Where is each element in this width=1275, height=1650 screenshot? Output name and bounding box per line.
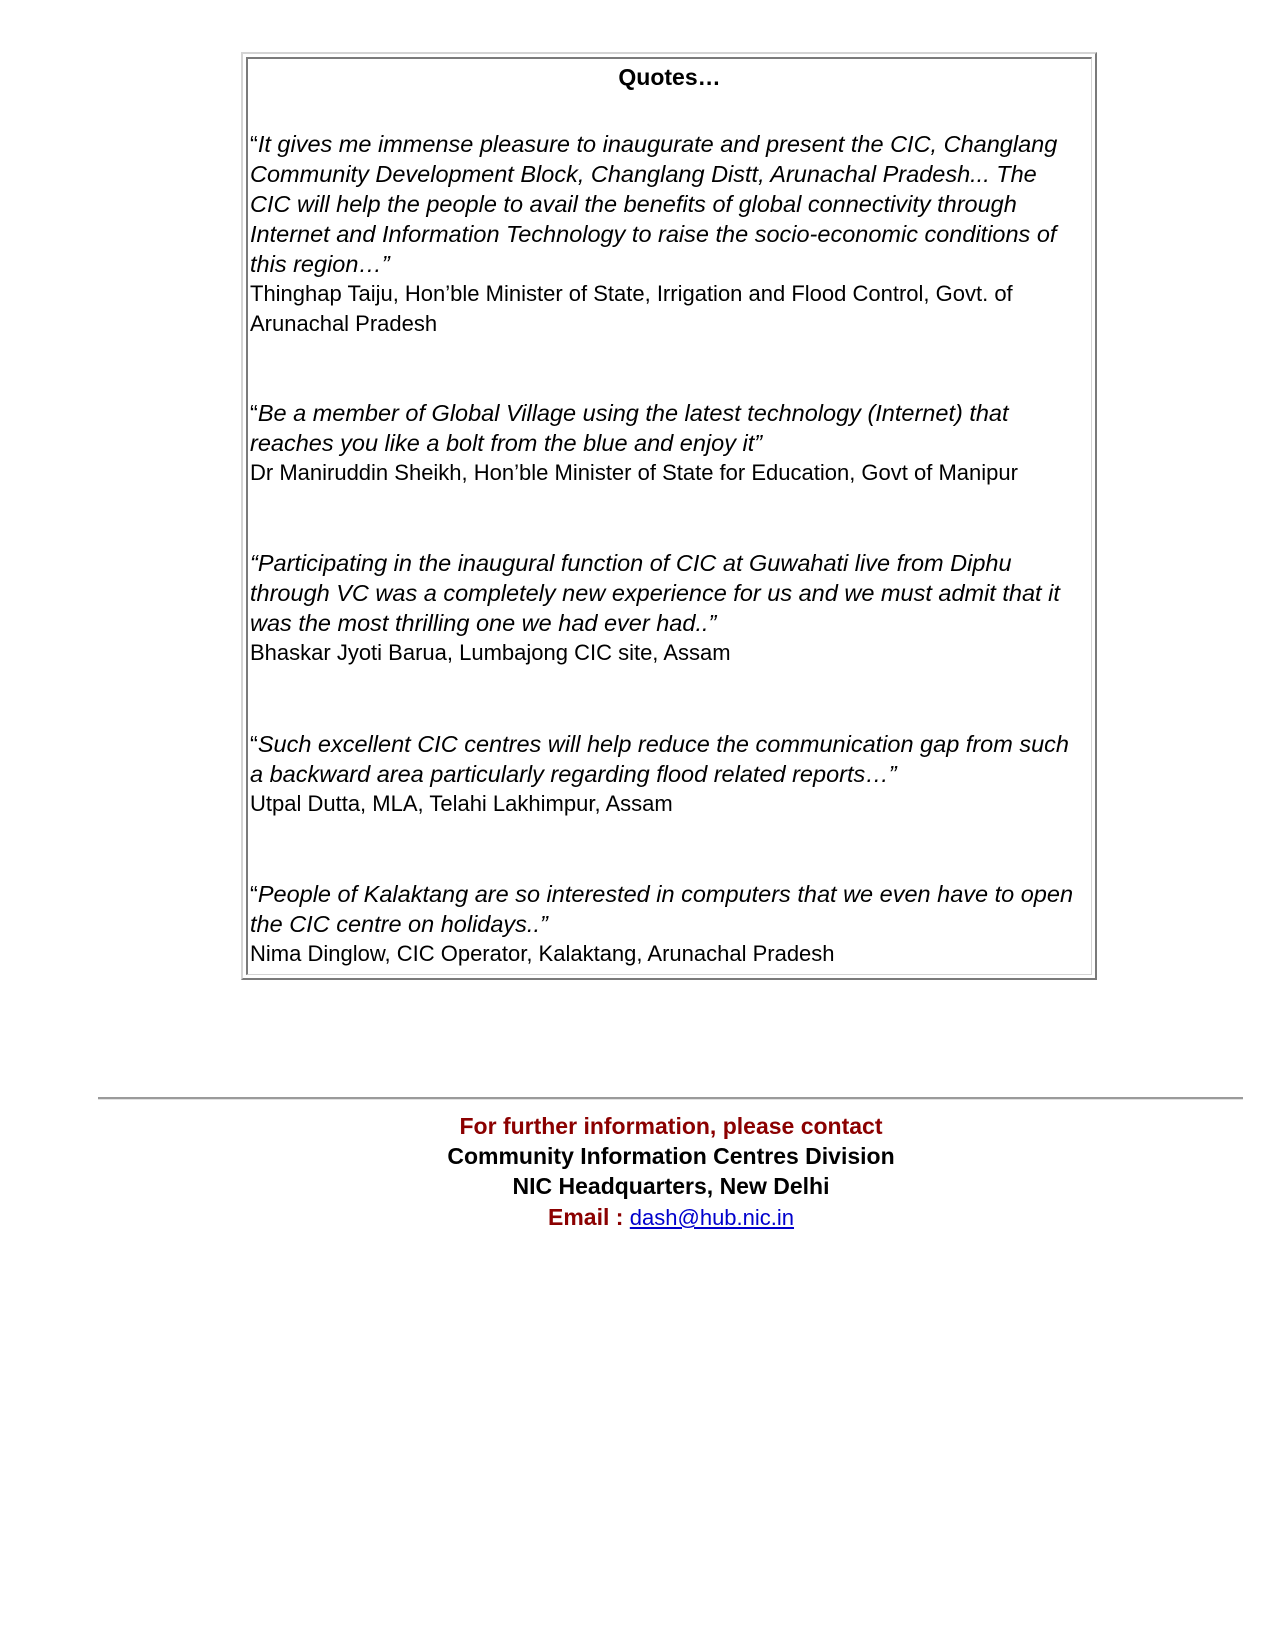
quote-text: [250, 729, 1080, 789]
quote-item: [250, 548, 1080, 668]
quote-item: [250, 729, 1080, 819]
quote-author: Thinghap Taiju, Hon’ble Minister of State, Irrigation and Flood Control, Govt. of Arunachal Pradesh: [250, 281, 1013, 336]
quote-text: [250, 398, 1080, 458]
quote-item: [250, 879, 1080, 969]
email-label: Email :: [547, 1204, 630, 1230]
quote-body: Be a member of Global Village using the latest technology (Internet) that reaches you like a bolt from the blue and enjoy it”: [250, 400, 1009, 456]
quote-author: Nima Dinglow, CIC Operator, Kalaktang, Arunachal Pradesh: [250, 941, 835, 966]
quote-body: “Participating in the inaugural function of CIC at Guwahati live from Diphu through VC was a completely new experience for us and we must admit that it was the most thrilling one we had ever had..”: [250, 550, 1060, 636]
quote-text: [250, 879, 1080, 939]
quote-open-mark: “: [250, 400, 258, 426]
contact-email-line: [0, 1202, 1275, 1233]
quote-open-mark: “: [250, 131, 258, 157]
horizontal-divider: [98, 1097, 1243, 1100]
quote-item: [250, 129, 1080, 339]
quote-author: Dr Maniruddin Sheikh, Hon’ble Minister of State for Education, Govt of Manipur: [250, 460, 1018, 485]
quote-body: It gives me immense pleasure to inaugurate and present the CIC, Changlang Community Development Block, Changlang Distt, Arunachal Pradesh... The CIC will help the people to avail the benefits of global connectivity through Internet and Information Technology to raise the socio-economic conditions of this region…”: [250, 131, 1058, 277]
quote-item: [250, 398, 1080, 488]
quote-text: [250, 129, 1080, 279]
email-link[interactable]: dash@hub.nic.in: [629, 1205, 795, 1230]
contact-headquarters: NIC Headquarters, New Delhi: [512, 1173, 830, 1199]
quotes-box: [241, 52, 1097, 980]
quote-open-mark: “: [250, 731, 258, 757]
quote-open-mark: “: [250, 881, 258, 907]
contact-division: Community Information Centres Division: [447, 1143, 895, 1169]
quote-body: Such excellent CIC centres will help reduce the communication gap from such a backward area particularly regarding flood related reports…”: [250, 731, 1069, 787]
quote-author: Bhaskar Jyoti Barua, Lumbajong CIC site, Assam: [250, 640, 731, 665]
quote-author: Utpal Dutta, MLA, Telahi Lakhimpur, Assam: [250, 791, 673, 816]
quotes-inner-frame: [246, 57, 1092, 975]
quote-body: People of Kalaktang are so interested in computers that we even have to open the CIC centre on holidays..”: [250, 881, 1074, 937]
quote-text: [250, 548, 1080, 638]
contact-heading: For further information, please contact: [459, 1113, 883, 1139]
quotes-title: Quotes…: [618, 64, 721, 90]
